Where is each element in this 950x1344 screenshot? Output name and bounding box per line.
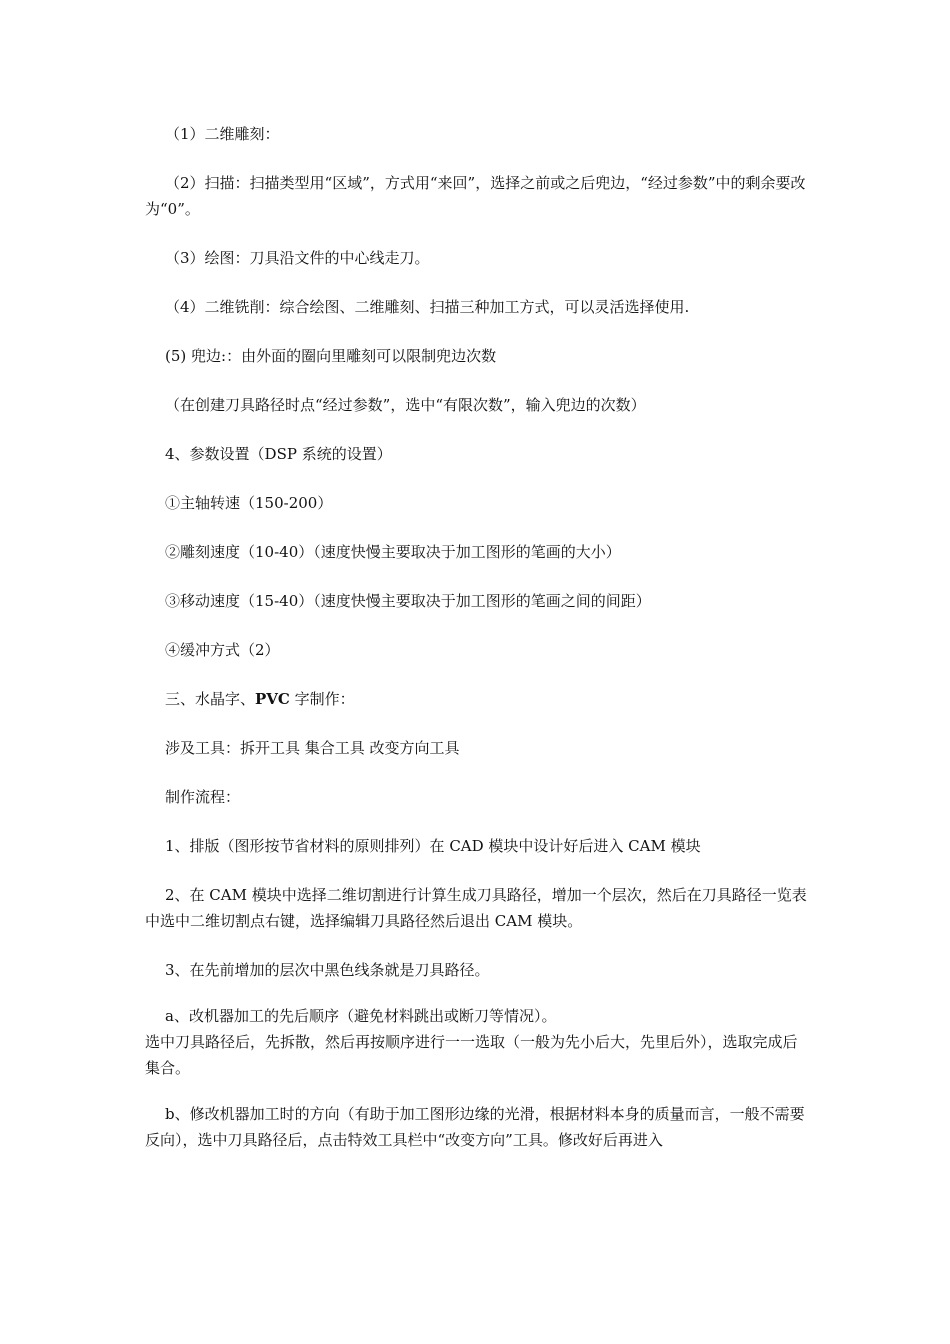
heading-suffix: 字制作： xyxy=(289,690,355,708)
paragraph-2d-milling: （4）二维铣削：综合绘图、二维雕刻、扫描三种加工方式，可以灵活选择使用. xyxy=(165,298,690,316)
paragraph-buffer-mode: ④缓冲方式（2） xyxy=(165,641,280,659)
heading-prefix: 三、水晶字、 xyxy=(165,690,256,708)
paragraph-spindle-speed: ①主轴转速（150-200） xyxy=(165,494,333,512)
paragraph-step-1: 1、排版（图形按节省材料的原则排列）在 CAD 模块中设计好后进入 CAM 模块 xyxy=(165,837,701,855)
paragraph-step-a: a、改机器加工的先后顺序（避免材料跳出或断刀等情况）。 xyxy=(165,1007,557,1025)
document-body xyxy=(145,121,810,1153)
paragraph-scan: （2）扫描：扫描类型用“区域”，方式用“来回”，选择之前或之后兜边，“经过参数”中的剩余要改为“0”。 xyxy=(145,174,806,218)
paragraph-step-a-detail: 选中刀具路径后，先拆散，然后再按顺序进行一一选取（一般为先小后大，先里后外），选取完成后集合。 xyxy=(145,1033,798,1077)
paragraph-edge-routing: (5) 兜边:：由外面的圈向里雕刻可以限制兜边次数 xyxy=(165,347,497,365)
paragraph-engraving-speed: ②雕刻速度（10-40）（速度快慢主要取决于加工图形的笔画的大小） xyxy=(165,543,621,561)
paragraph-drawing: （3）绘图：刀具沿文件的中心线走刀。 xyxy=(165,249,430,267)
paragraph-2d-engraving: （1）二维雕刻： xyxy=(165,125,280,143)
paragraph-move-speed: ③移动速度（15-40）（速度快慢主要取决于加工图形的笔画之间的间距） xyxy=(165,592,651,610)
heading-pvc: PVC xyxy=(255,690,290,708)
paragraph-tools: 涉及工具：拆开工具 集合工具 改变方向工具 xyxy=(165,739,460,757)
paragraph-process: 制作流程： xyxy=(165,788,241,806)
paragraph-edge-routing-note: （在创建刀具路径时点“经过参数”，选中“有限次数”，输入兜边的次数） xyxy=(165,396,646,414)
paragraph-parameter-settings: 4、参数设置（DSP 系统的设置） xyxy=(165,445,392,463)
paragraph-step-3: 3、在先前增加的层次中黑色线条就是刀具路径。 xyxy=(165,961,490,979)
paragraph-step-2: 2、在 CAM 模块中选择二维切割进行计算生成刀具路径，增加一个层次，然后在刀具路径一览表中选中二维切割点右键，选择编辑刀具路径然后退出 CAM 模块。 xyxy=(145,886,807,930)
paragraph-step-b: b、修改机器加工时的方向（有助于加工图形边缘的光滑，根据材料本身的质量而言，一般不需要反向），选中刀具路径后，点击特效工具栏中“改变方向”工具。修改好后再进入 xyxy=(145,1105,805,1149)
section-heading-crystal-pvc xyxy=(145,686,810,712)
